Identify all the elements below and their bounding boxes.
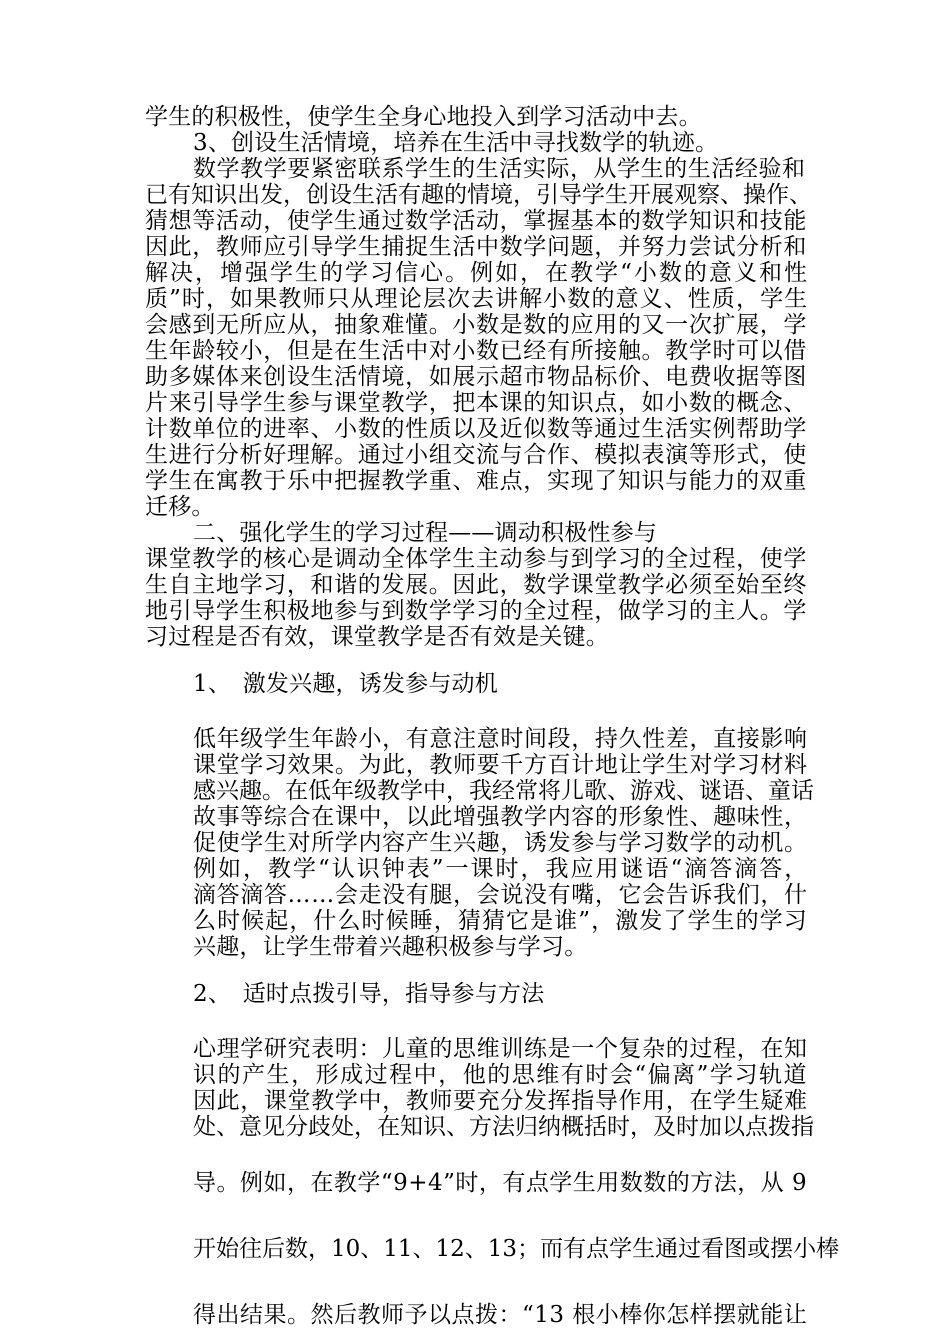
text-line: 促使学生对所学内容产生兴趣，诱发参与学习数学的动机。 (193, 830, 808, 856)
text-line: 质”时，如果教师只从理论层次去讲解小数的意义、性质，学生 (145, 286, 809, 312)
text-line: 感兴趣。在低年级教学中，我经常将儿歌、游戏、谜语、童话 (193, 778, 814, 804)
text-line: 识的产生，形成过程中，他的思维有时会“偏离”学习轨道 (193, 1062, 809, 1088)
text-line: 习过程是否有效，课堂教学是否有效是关键。 (145, 624, 609, 650)
text-line: 得出结果。然后教师予以点拨：“13 根小棒你怎样摆就能让 (193, 1302, 808, 1328)
text-line: 数学教学要紧密联系学生的生活实际，从学生的生活经验和 (193, 156, 806, 182)
text-line: 滴答滴答……会走没有腿，会说没有嘴，它会告诉我们，什 (193, 882, 808, 908)
text-line: 已有知识出发，创设生活有趣的情境，引导学生开展观察、操作、 (145, 182, 812, 208)
text-line: 二、强化学生的学习过程——调动积极性参与 (193, 520, 657, 546)
text-line: 学生在寓教于乐中把握教学重、难点，实现了知识与能力的双重 (145, 468, 808, 494)
text-line: 兴趣，让学生带着兴趣积极参与学习。 (193, 934, 588, 960)
text-line: 生自主地学习，和谐的发展。因此，数学课堂教学必须至始至终 (145, 572, 808, 598)
text-line: 低年级学生年龄小，有意注意时间段，持久性差，直接影响 (193, 726, 808, 752)
text-line: 会感到无所应从，抽象难懂。小数是数的应用的又一次扩展，学 (145, 312, 808, 338)
text-line: 故事等综合在课中，以此增强教学内容的形象性、趣味性， (193, 804, 808, 830)
text-line: 例如，教学“认识钟表”一课时，我应用谜语“滴答滴答， (193, 856, 810, 882)
text-line: 助多媒体来创设生活情境，如展示超市物品标价、电费收据等图 (145, 364, 808, 390)
text-line: 因此，课堂教学中，教师要充分发挥指导作用，在学生疑难 (193, 1088, 808, 1114)
text-line: 片来引导学生参与课堂教学，把本课的知识点，如小数的概念、 (145, 390, 808, 416)
text-line: 因此，教师应引导学生捕捉生活中数学问题，并努力尝试分析和 (145, 234, 808, 260)
text-line: 计数单位的进率、小数的性质以及近似数等通过生活实例帮助学 (145, 416, 808, 442)
text-line: 心理学研究表明：儿童的思维训练是一个复杂的过程，在知 (193, 1036, 808, 1062)
text-line: 地引导学生积极地参与到数学学习的全过程，做学习的主人。学 (145, 598, 808, 624)
text-line: 生年龄较小，但是在生活中对小数已经有所接触。教学时可以借 (145, 338, 808, 364)
text-line: 迁移。 (145, 494, 215, 520)
text-line: 学生的积极性，使学生全身心地投入到学习活动中去。 (145, 104, 702, 130)
text-line: 课堂教学的核心是调动全体学生主动参与到学习的全过程，使学 (145, 546, 808, 572)
text-line: 3、创设生活情境，培养在生活中寻找数学的轨迹。 (193, 130, 719, 156)
text-line: 导。例如，在教学“9+4”时，有点学生用数数的方法，从 9 (193, 1170, 808, 1196)
text-line: 1、 激发兴趣，诱发参与动机 (193, 671, 498, 697)
text-line: 处、意见分歧处，在知识、方法归纳概括时，及时加以点拨指 (193, 1114, 814, 1140)
text-line: 生进行分析好理解。通过小组交流与合作、模拟表演等形式，使 (145, 442, 808, 468)
text-line: 课堂学习效果。为此，教师要千方百计地让学生对学习材料 (193, 752, 808, 778)
text-line: 猜想等活动，使学生通过数学活动，掌握基本的数学知识和技能 (145, 208, 808, 234)
text-line: 解决，增强学生的学习信心。例如，在教学“小数的意义和性 (145, 260, 809, 286)
text-line: 开始往后数，10、11、12、13；而有点学生通过看图或摆小棒 (193, 1236, 840, 1262)
text-line: 2、 适时点拨引导，指导参与方法 (193, 981, 545, 1007)
text-line: 么时候起，什么时候睡，猜猜它是谁”，激发了学生的学习 (193, 908, 808, 934)
